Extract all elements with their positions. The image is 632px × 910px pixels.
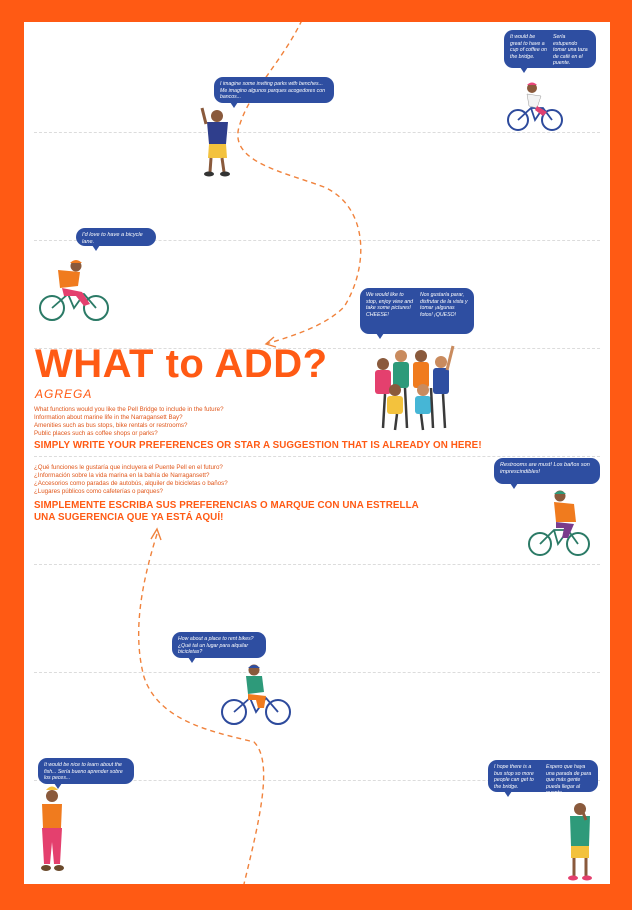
coffee-speech-bubble <box>504 30 596 68</box>
restrooms-speech-bubble <box>494 458 600 484</box>
bubble-text: I imagine some inviting parks with benches... Me imagino algunos parques acogedores con bancos... <box>220 81 325 101</box>
bubble-text-en: We would like to stop, enjoy view and take some pictures! CHEESE! <box>366 292 414 318</box>
page-title: WHAT to ADD? <box>35 342 328 386</box>
bubble-text: I'd love to have a bicycle lane. <box>82 232 143 245</box>
waving-walker-illustration <box>200 106 236 178</box>
bubble-text-en: It would be great to have a cup of coffee on the bridge. <box>510 34 547 60</box>
cyclist-pink-helmet-illustration <box>507 80 563 132</box>
dashed-path <box>24 22 610 884</box>
bubble-text: It would be nice to learn about the fish... Sería bueno aprender sobre los peces... <box>44 762 123 782</box>
question-en-4: Public places such as coffee shops or parks? <box>34 430 158 437</box>
page-subtitle: AGREGA <box>35 387 93 401</box>
bubble-text-es: Nos gustaría parar, disfrutar de la vista y tomar ¡algunas fotos! ¡QUESO! <box>420 292 468 318</box>
call-to-action-es-line-2: UNA SUGERENCIA QUE YA ESTÁ AQUÍ! <box>34 512 224 523</box>
bubble-text-es: Sería estupendo tomar una taza de café en el puente. <box>553 34 588 67</box>
parks-speech-bubble <box>214 77 334 103</box>
question-es-3: ¿Accesorios como paradas de autobús, alquiler de bicicletas o baños? <box>34 480 228 487</box>
woman-pink-pants-illustration <box>34 786 70 882</box>
fish-speech-bubble <box>38 758 134 784</box>
photos-speech-bubble <box>360 288 474 334</box>
call-to-action-en: SIMPLY WRITE YOUR PREFERENCES OR STAR A SUGGESTION THAT IS ALREADY ON HERE! <box>34 440 482 451</box>
call-to-action-es-line-1: SIMPLEMENTE ESCRIBA SUS PREFERENCIAS O MARQUE CON UNA ESTRELLA <box>34 500 419 511</box>
bubble-text: How about a place to rent bikes? ¿Qué tal un lugar para alquilar bicicletas? <box>178 636 254 656</box>
bike-lane-speech-bubble <box>76 228 156 246</box>
question-es-1: ¿Qué funciones le gustaría que incluyera el Puente Pell en el futuro? <box>34 464 223 471</box>
question-es-2: ¿Información sobre la vida marina en la bahía de Narragansett? <box>34 472 210 479</box>
poster-sheet <box>24 22 610 884</box>
bubble-text-es: Espero que haya una parada de para que más gente pueda llegar al puente. <box>546 764 592 797</box>
question-es-4: ¿Lugares públicos como cafeterías o parques? <box>34 488 163 495</box>
question-en-3: Amenities such as bus stops, bike rentals or restrooms? <box>34 422 188 429</box>
bubble-text-en: I hope there is a bus stop so more people can get to the bridge. <box>494 764 534 790</box>
cyclist-blue-cap-illustration <box>220 664 292 726</box>
bubble-text: Restrooms are must! Los baños son imprescindibles! <box>500 462 590 475</box>
group-of-people-illustration <box>371 342 455 434</box>
man-thinking-illustration <box>562 800 598 884</box>
rent-bikes-speech-bubble <box>172 632 266 658</box>
cyclist-orange-cap-illustration <box>38 260 110 322</box>
cyclist-green-cap-illustration <box>528 490 590 558</box>
question-en-2: Information about marine life in the Narragansett Bay? <box>34 414 183 421</box>
question-en-1: What functions would you like the Pell Bridge to include in the future? <box>34 406 224 413</box>
bus-stop-speech-bubble <box>488 760 598 797</box>
